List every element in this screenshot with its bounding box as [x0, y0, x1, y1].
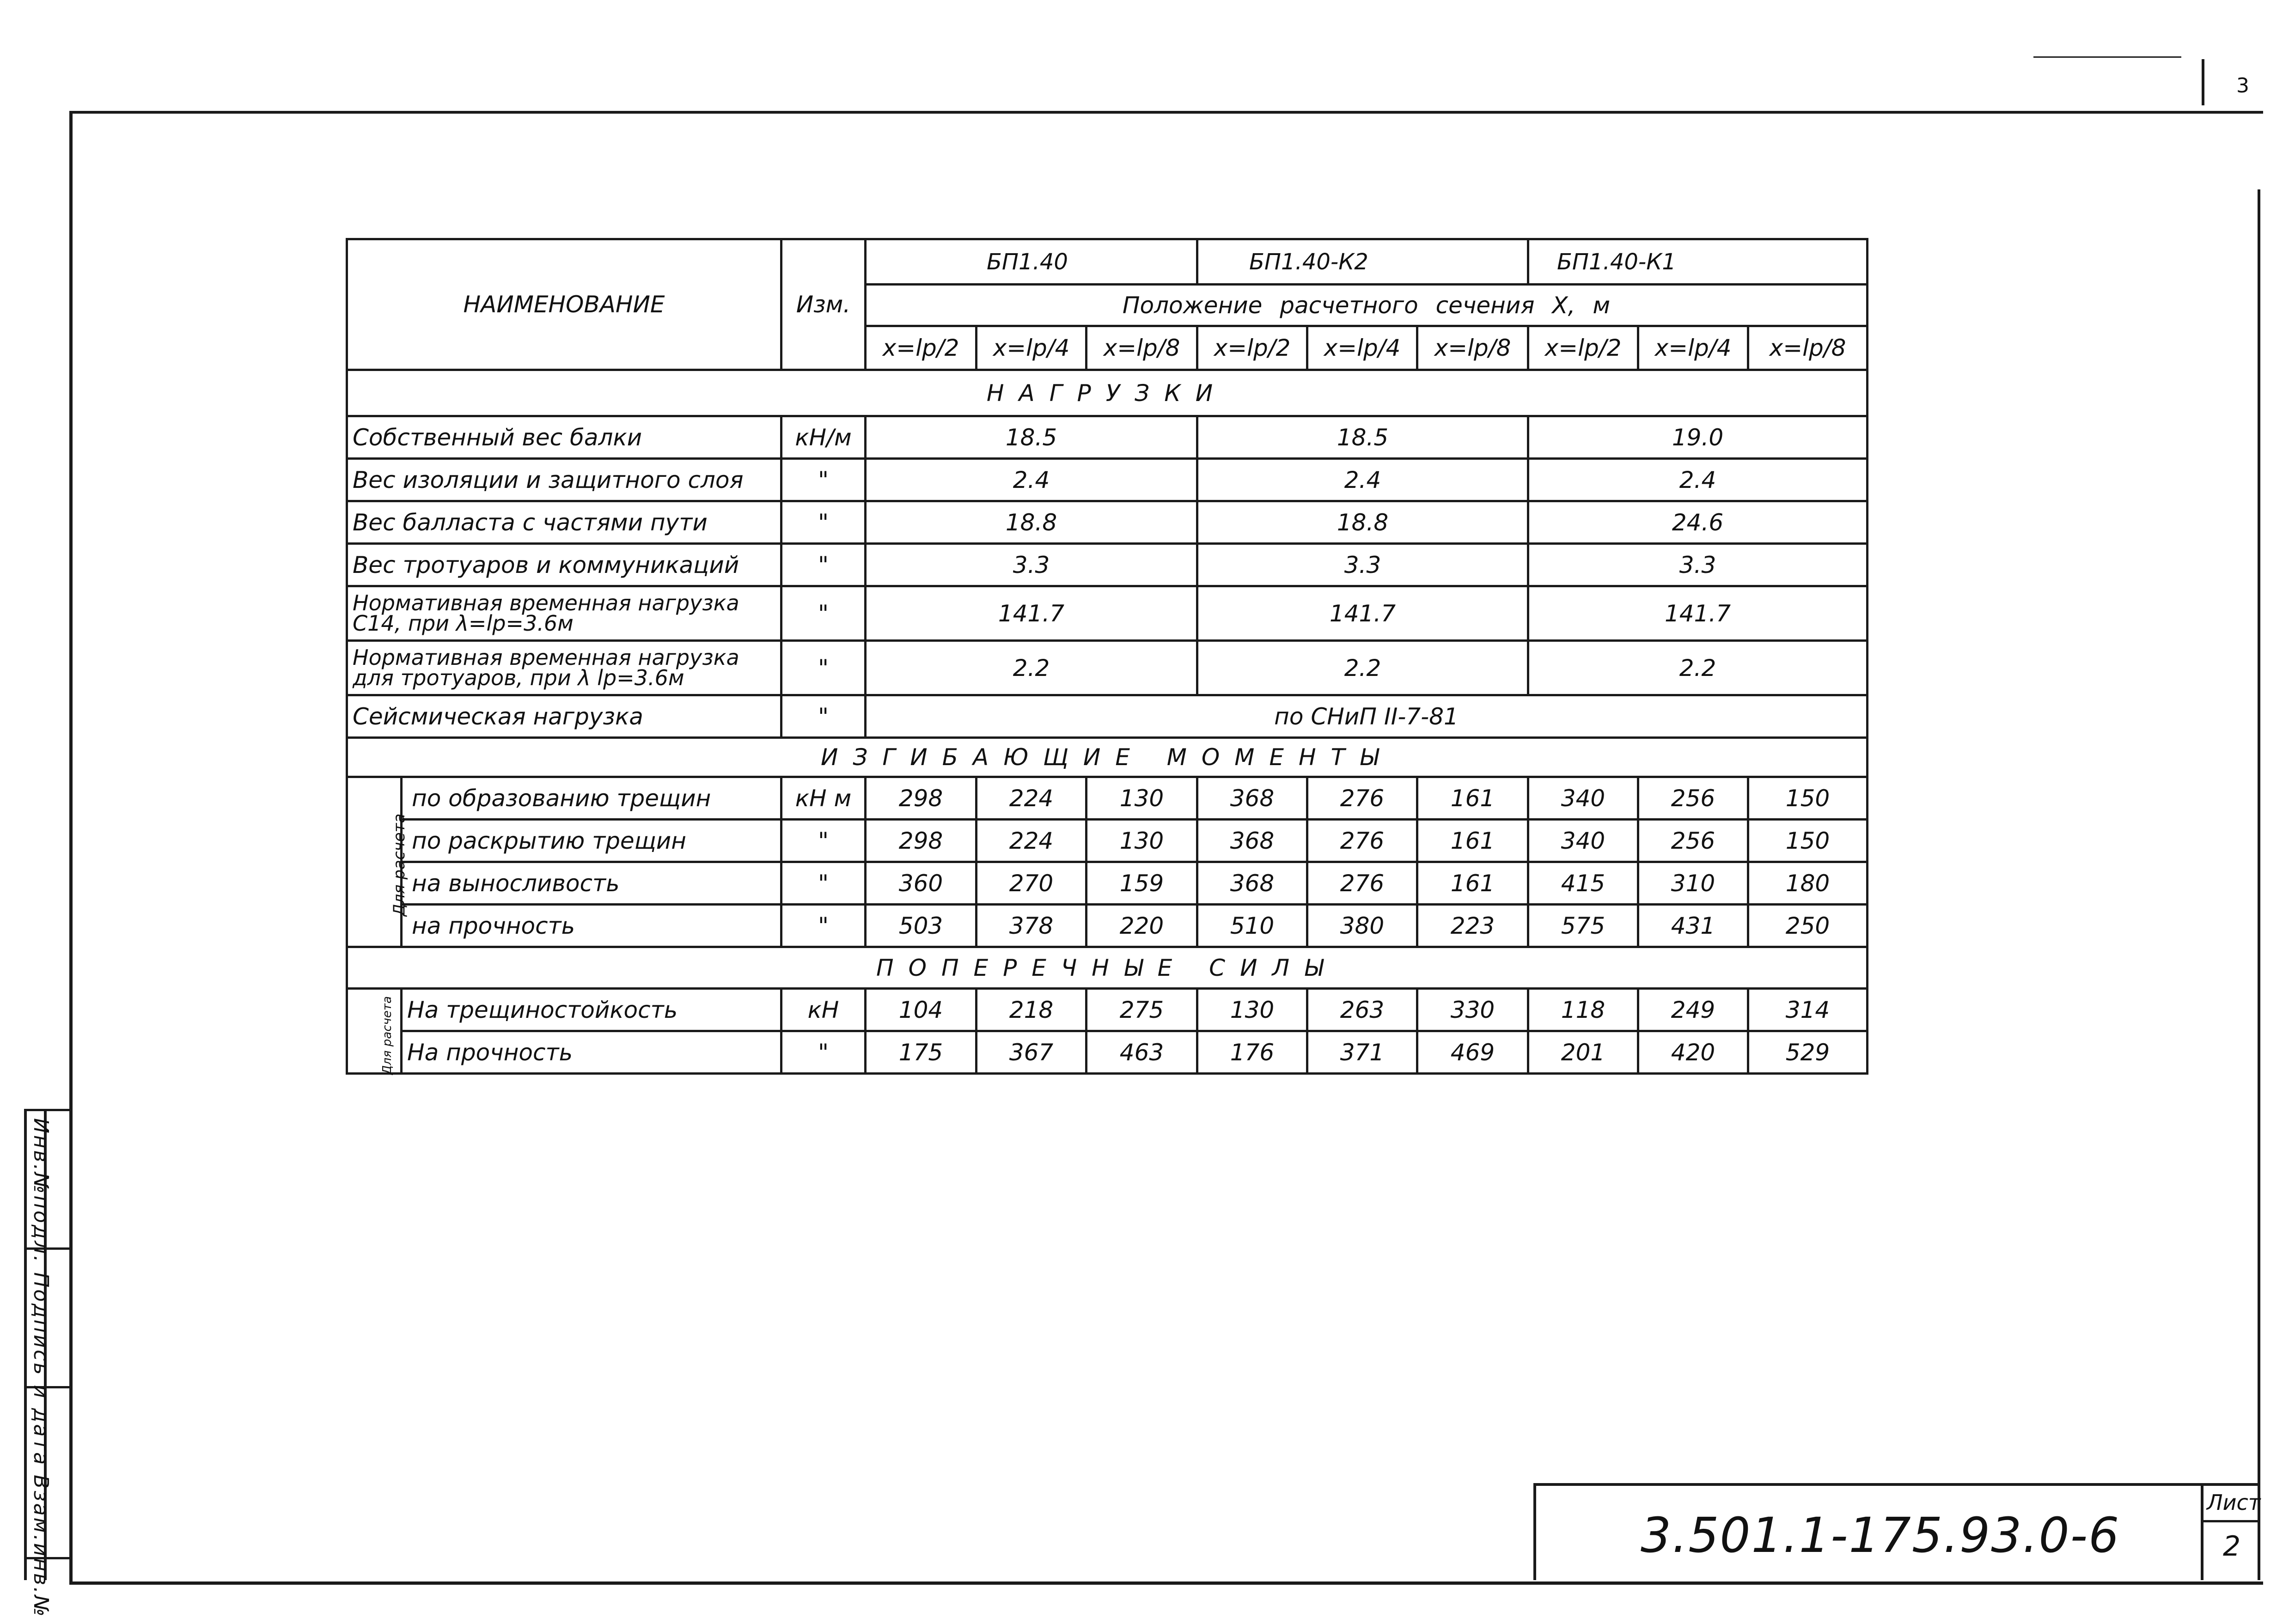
table-row: [347, 544, 1868, 586]
row-value: 150: [1748, 777, 1868, 820]
row-value: 276: [1307, 862, 1417, 905]
row-unit: ": [781, 641, 866, 695]
row-value: 276: [1307, 820, 1417, 862]
row-unit: кН/м: [781, 416, 866, 459]
top-rule: [2033, 56, 2181, 58]
header-position: x=lp/2: [1197, 326, 1307, 370]
row-name: по раскрытию трещин: [402, 820, 781, 862]
header-name: НАИМЕНОВАНИЕ: [347, 239, 781, 370]
row-value: 314: [1748, 989, 1868, 1031]
row-name: На прочность: [402, 1031, 781, 1074]
table-row: [347, 641, 1868, 695]
row-value: 310: [1638, 862, 1748, 905]
row-value: 224: [977, 820, 1086, 862]
row-unit: ": [781, 501, 866, 544]
row-unit: кН м: [781, 777, 866, 820]
row-name: Нормативная временная нагрузка для тротуаров, при λ lp=3.6м: [347, 641, 781, 695]
row-unit: ": [781, 586, 866, 641]
row-value: 218: [977, 989, 1086, 1031]
beam-load-table: [346, 238, 1868, 1075]
row-unit: кН: [781, 989, 866, 1031]
row-unit: ": [781, 820, 866, 862]
row-value: 463: [1086, 1031, 1197, 1074]
row-value: 130: [1086, 777, 1197, 820]
row-value: 420: [1638, 1031, 1748, 1074]
row-value: 431: [1638, 905, 1748, 947]
row-value: 3.3: [866, 544, 1197, 586]
header-position: x=lp/4: [1307, 326, 1417, 370]
header-position: x=lp/2: [866, 326, 977, 370]
row-value: 180: [1748, 862, 1868, 905]
table-row: [347, 862, 1868, 905]
row-value: 368: [1197, 820, 1307, 862]
row-value: 141.7: [866, 586, 1197, 641]
sheet-number: 2: [2223, 1530, 2241, 1563]
row-value: 18.5: [866, 416, 1197, 459]
row-value: 368: [1197, 777, 1307, 820]
section-title-shear: ПОПЕРЕЧНЫЕ СИЛЫ: [347, 947, 1868, 989]
row-value: 2.4: [1528, 459, 1868, 501]
shear-group-label: Для расчета: [347, 989, 402, 1074]
table-row: [347, 459, 1868, 501]
table-row: [347, 989, 1868, 1031]
row-name: Сейсмическая нагрузка: [347, 695, 781, 738]
row-name: Вес изоляции и защитного слоя: [347, 459, 781, 501]
moments-group-label: Для расчета: [347, 777, 402, 947]
section-title-loads: НАГРУЗКИ: [347, 370, 1868, 416]
table-row: [347, 695, 1868, 738]
header-position: x=lp/8: [1417, 326, 1528, 370]
row-value: 270: [977, 862, 1086, 905]
row-value: 161: [1417, 862, 1528, 905]
row-value: 3.3: [1197, 544, 1528, 586]
row-value: 130: [1086, 820, 1197, 862]
header-position: x=lp/2: [1528, 326, 1638, 370]
row-unit: ": [781, 459, 866, 501]
title-block-sheet-line: [2201, 1520, 2260, 1522]
stamp-strip-line-1: [24, 1109, 27, 1580]
header-position: x=lp/8: [1748, 326, 1868, 370]
row-value: 18.8: [1197, 501, 1528, 544]
table-row: [347, 416, 1868, 459]
row-value: 176: [1197, 1031, 1307, 1074]
row-value: 24.6: [1528, 501, 1868, 544]
row-value: 367: [977, 1031, 1086, 1074]
sheet-label: Лист: [2207, 1490, 2261, 1515]
row-value: 159: [1086, 862, 1197, 905]
table-row: [347, 1031, 1868, 1074]
header-position: x=lp/4: [977, 326, 1086, 370]
row-value: 18.8: [866, 501, 1197, 544]
row-value: 275: [1086, 989, 1197, 1031]
row-value: 575: [1528, 905, 1638, 947]
row-value: 340: [1528, 820, 1638, 862]
row-value: по СНиП II-7-81: [866, 695, 1868, 738]
document-code: 3.501.1-175.93.0-6: [1641, 1507, 2120, 1563]
drawing-frame-right-edge: [2258, 189, 2260, 1580]
row-name: Вес балласта с частями пути: [347, 501, 781, 544]
row-value: 118: [1528, 989, 1638, 1031]
row-value: 249: [1638, 989, 1748, 1031]
row-value: 340: [1528, 777, 1638, 820]
row-value: 298: [866, 777, 977, 820]
row-value: 503: [866, 905, 977, 947]
row-value: 368: [1197, 862, 1307, 905]
row-value: 223: [1417, 905, 1528, 947]
row-value: 2.4: [866, 459, 1197, 501]
row-value: 141.7: [1528, 586, 1868, 641]
table-row: [347, 820, 1868, 862]
table-row: [347, 905, 1868, 947]
row-name: на прочность: [402, 905, 781, 947]
row-value: 161: [1417, 820, 1528, 862]
title-block-left-line: [1533, 1483, 1536, 1580]
row-value: 469: [1417, 1031, 1528, 1074]
row-name: Нормативная временная нагрузка С14, при λ=lp=3.6м: [347, 586, 781, 641]
row-value: 378: [977, 905, 1086, 947]
row-unit: ": [781, 905, 866, 947]
row-value: 263: [1307, 989, 1417, 1031]
row-value: 18.5: [1197, 416, 1528, 459]
stamp-strip-cap: [24, 1109, 70, 1111]
header-beam-1: БП1.40: [866, 239, 1197, 285]
row-value: 330: [1417, 989, 1528, 1031]
row-value: 380: [1307, 905, 1417, 947]
row-value: 224: [977, 777, 1086, 820]
header-position: x=lp/4: [1638, 326, 1748, 370]
row-value: 276: [1307, 777, 1417, 820]
table-row: [347, 777, 1868, 820]
header-beam-3: БП1.40-К1: [1528, 239, 1868, 285]
row-value: 201: [1528, 1031, 1638, 1074]
row-value: 2.2: [866, 641, 1197, 695]
table-row: [347, 501, 1868, 544]
row-value: 360: [866, 862, 977, 905]
row-unit: ": [781, 695, 866, 738]
row-value: 2.2: [1197, 641, 1528, 695]
row-value: 175: [866, 1031, 977, 1074]
row-value: 371: [1307, 1031, 1417, 1074]
row-name: Вес тротуаров и коммуникаций: [347, 544, 781, 586]
row-value: 510: [1197, 905, 1307, 947]
header-beam-2: БП1.40-К2: [1197, 239, 1528, 285]
row-value: 19.0: [1528, 416, 1868, 459]
row-value: 220: [1086, 905, 1197, 947]
row-unit: ": [781, 1031, 866, 1074]
header-position: x=lp/8: [1086, 326, 1197, 370]
row-value: 104: [866, 989, 977, 1031]
page-num-box-left: [2202, 59, 2204, 105]
row-name: На трещиностойкость: [402, 989, 781, 1031]
row-value: 250: [1748, 905, 1868, 947]
row-unit: ": [781, 544, 866, 586]
row-value: 130: [1197, 989, 1307, 1031]
row-value: 161: [1417, 777, 1528, 820]
row-name: на выносливость: [402, 862, 781, 905]
page-number: 3: [2236, 74, 2249, 97]
row-value: 298: [866, 820, 977, 862]
section-title-moments: ИЗГИБАЮЩИЕ МОМЕНТЫ: [347, 738, 1868, 777]
row-value: 529: [1748, 1031, 1868, 1074]
row-value: 2.2: [1528, 641, 1868, 695]
stamp-strip-text: Инв.№подл. Подпись и дата Взам.инв.№: [29, 1118, 53, 1618]
row-value: 256: [1638, 777, 1748, 820]
title-block-sheet-divider: [2201, 1483, 2203, 1580]
title-block-top-line: [1534, 1483, 2260, 1486]
header-unit: Изм.: [781, 239, 866, 370]
row-name: Собственный вес балки: [347, 416, 781, 459]
row-value: 256: [1638, 820, 1748, 862]
row-name: по образованию трещин: [402, 777, 781, 820]
row-value: 2.4: [1197, 459, 1528, 501]
row-value: 415: [1528, 862, 1638, 905]
row-value: 3.3: [1528, 544, 1868, 586]
row-value: 150: [1748, 820, 1868, 862]
table-row: [347, 586, 1868, 641]
header-position-title: Положение расчетного сечения Х, м: [866, 285, 1868, 326]
row-value: 141.7: [1197, 586, 1528, 641]
row-unit: ": [781, 862, 866, 905]
